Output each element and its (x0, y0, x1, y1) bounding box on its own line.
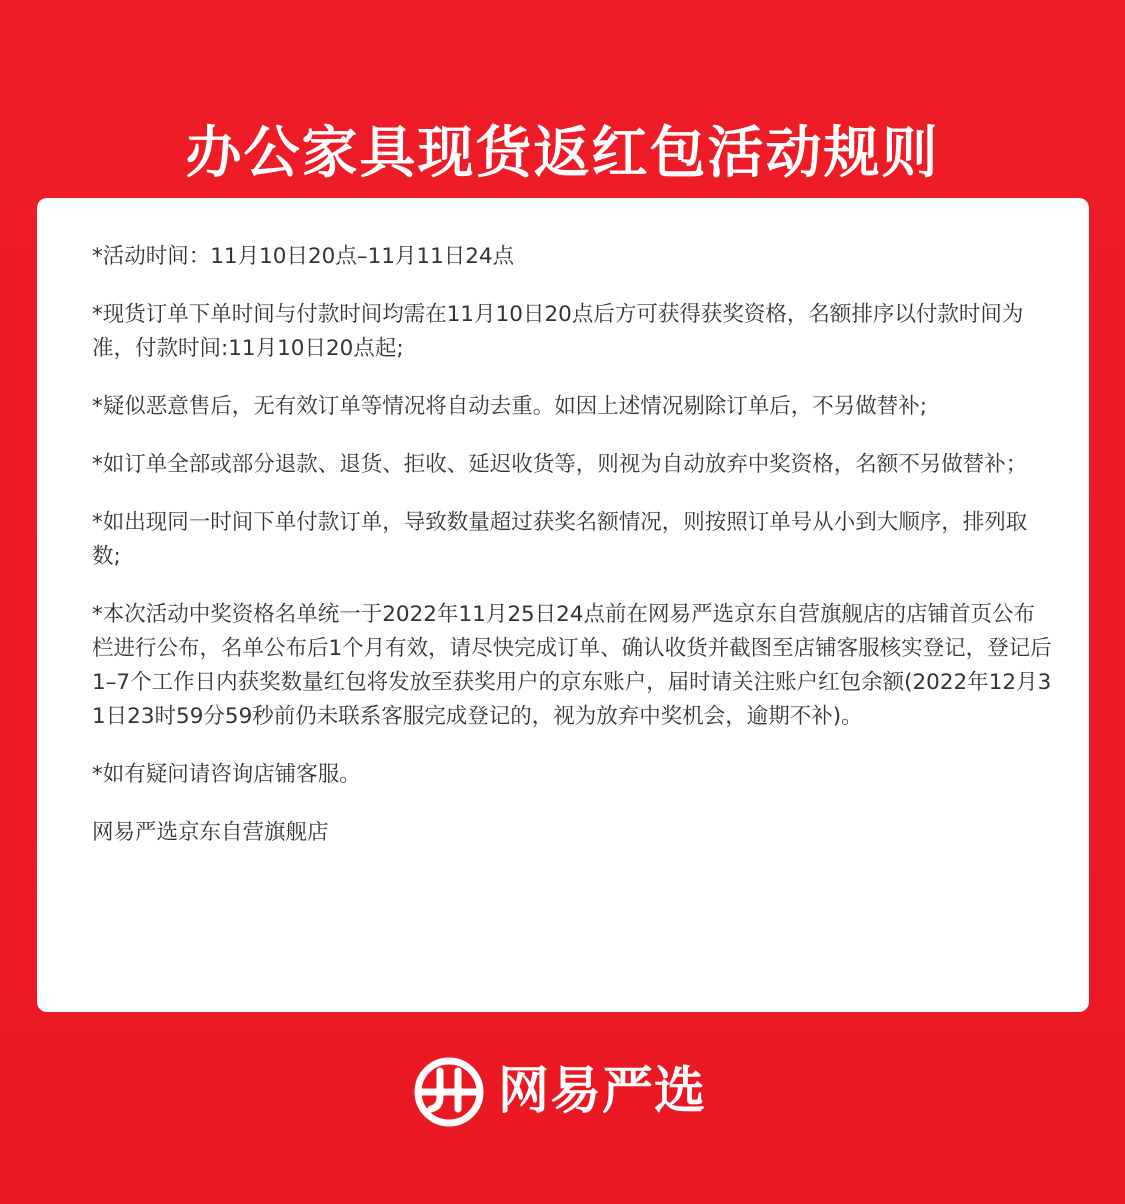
page-title: 办公家具现货返红包活动规则 (185, 120, 940, 186)
rule-winner-list: *本次活动中奖资格名单统一于2022年11月25日24点前在网易严选京东自营旗舰店的店铺首页公布栏进行公布，名单公布后1个月有效，请尽快完成订单、确认收货并截图至店铺客服核实登记，登记后1–7个工作日内获奖数量红包将发放至获奖用户的京东账户，届时请关注账户红包余额(2022年12月31日23时59分59秒前仍未联系客服完成登记的，视为放弃中奖机会，逾期不补)。 (92, 602, 1052, 729)
rule-same-time-order: *如出现同一时间下单付款订单，导致数量超过获奖名额情况，则按照订单号从小到大顺序，排列取数; (92, 510, 1028, 569)
rule-malicious-aftersale: *疑似恶意售后，无有效订单等情况将自动去重。如因上述情况剔除订单后，不另做替补; (92, 394, 927, 419)
rules-card (37, 198, 1089, 1012)
rules-list (92, 240, 1052, 874)
rule-contact-service: *如有疑问请咨询店铺客服。 (92, 762, 361, 787)
rule-refund-return: *如订单全部或部分退款、退货、拒收、延迟收货等，则视为自动放弃中奖资格，名额不另做替补； (92, 452, 1028, 477)
footer-brand-logo (414, 1056, 706, 1128)
brand-name: 网易严选 (498, 1062, 707, 1121)
wangyi-yanxuan-logo-icon (414, 1057, 484, 1127)
rule-activity-time: *活动时间：11月10日20点–11月11日24点 (92, 244, 515, 269)
rule-payment-time: *现货订单下单时间与付款时间均需在11月10日20点后方可获得获奖资格，名额排序以付款时间为准，付款时间:11月10日20点起; (92, 302, 1024, 361)
store-name: 网易严选京东自营旗舰店 (92, 820, 329, 845)
